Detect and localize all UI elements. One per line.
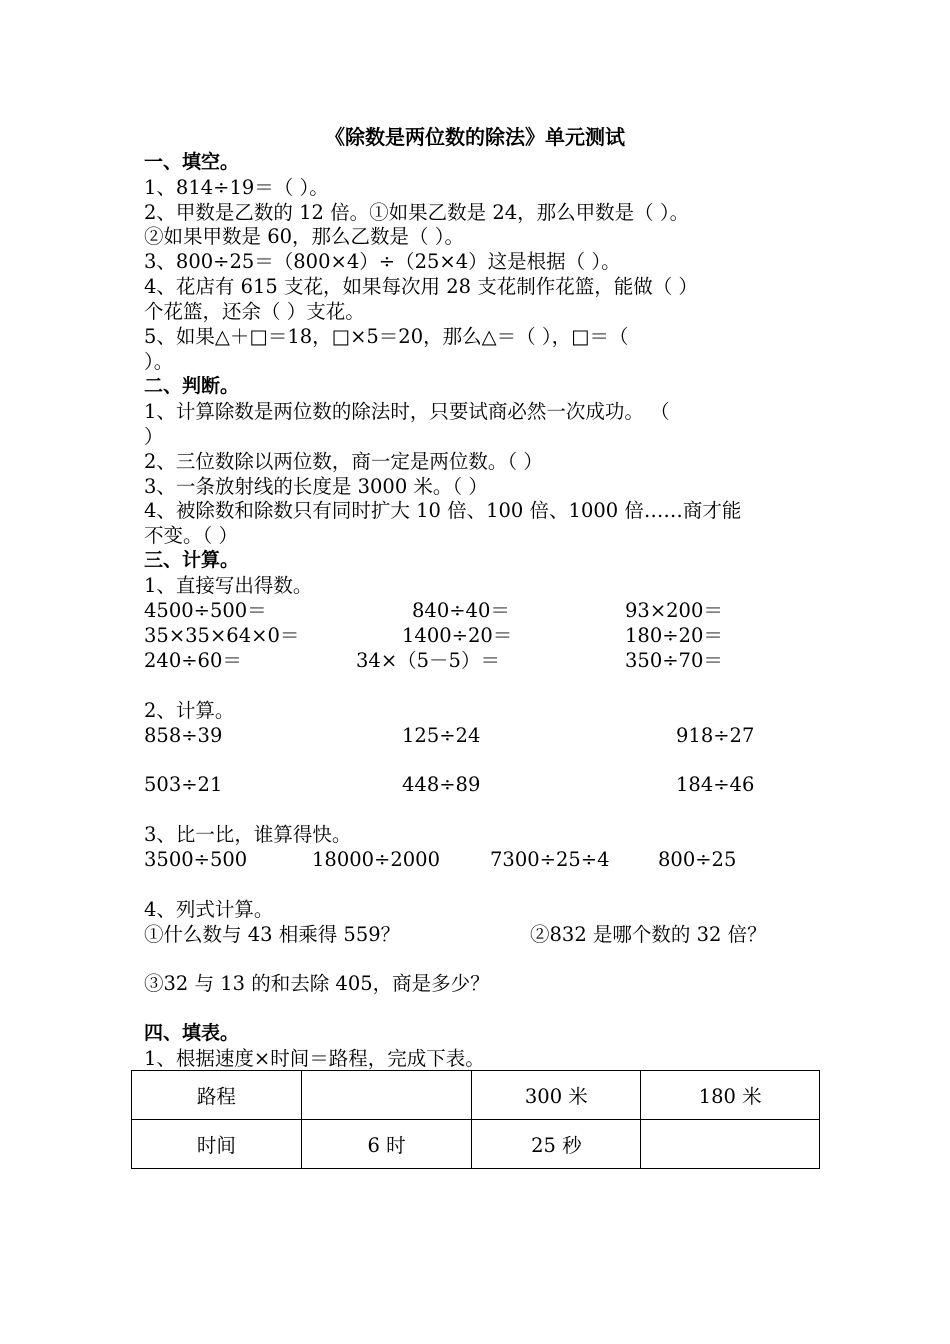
table-cell: 6 时 xyxy=(301,1120,472,1169)
oral-calc-item: 350÷70＝ xyxy=(625,649,723,672)
quick-calc-item: 7300÷25÷4 xyxy=(490,848,610,871)
judge-question: 2、三位数除以两位数，商一定是两位数。（ ） xyxy=(144,450,543,473)
oral-calc-item: 93×200＝ xyxy=(625,599,723,622)
table-cell: 180 米 xyxy=(641,1071,820,1120)
judge-question: 3、一条放射线的长度是 3000 米。（ ） xyxy=(144,475,488,498)
judge-question-cont: ） xyxy=(144,425,164,448)
written-calc-item: 448÷89 xyxy=(402,773,481,796)
speed-time-distance-table xyxy=(131,1070,820,1169)
table-row-header: 路程 xyxy=(132,1071,302,1120)
table-instruction: 1、根据速度×时间＝路程，完成下表。 xyxy=(144,1047,485,1070)
oral-calc-item: 1400÷20＝ xyxy=(402,624,513,647)
word-problem: ②832 是哪个数的 32 倍？ xyxy=(530,923,767,946)
fill-blank-question: 1、814÷19＝（ ）。 xyxy=(144,176,329,199)
written-calc-item: 918÷27 xyxy=(676,724,755,747)
oral-calc-item: 34×（5－5）＝ xyxy=(356,649,500,672)
calc-part-title: 2、计算。 xyxy=(144,699,235,722)
written-calc-item: 858÷39 xyxy=(144,724,223,747)
written-calc-item: 125÷24 xyxy=(402,724,481,747)
judge-question: 4、被除数和除数只有同时扩大 10 倍、100 倍、1000 倍……商才能 xyxy=(144,499,742,522)
word-problem: ③32 与 13 的和去除 405，商是多少？ xyxy=(144,972,490,995)
table-cell: 25 秒 xyxy=(472,1120,641,1169)
section-heading-fill-blank: 一、填空。 xyxy=(144,151,240,173)
page-title: 《除数是两位数的除法》单元测试 xyxy=(325,125,625,149)
table-row xyxy=(132,1120,820,1169)
table-cell: 300 米 xyxy=(472,1071,641,1120)
quick-calc-item: 800÷25 xyxy=(658,848,737,871)
oral-calc-item: 35×35×64×0＝ xyxy=(144,624,300,647)
fill-blank-question-cont: 个花篮，还余（ ）支花。 xyxy=(144,300,365,323)
table-row xyxy=(132,1071,820,1120)
section-heading-table: 四、填表。 xyxy=(144,1022,240,1044)
calc-part-title: 1、直接写出得数。 xyxy=(144,574,313,597)
fill-blank-question: 3、800÷25＝（800×4）÷（25×4）这是根据（ ）。 xyxy=(144,250,621,273)
fill-blank-question: 4、花店有 615 支花，如果每次用 28 支花制作花篮，能做（ ） xyxy=(144,275,698,298)
fill-blank-question: 2、甲数是乙数的 12 倍。①如果乙数是 24，那么甲数是（ ）。 xyxy=(144,201,690,224)
fill-blank-question: 5、如果△＋□＝18，□×5＝20，那么△＝（ ），□＝（ xyxy=(144,325,629,348)
written-calc-item: 503÷21 xyxy=(144,773,223,796)
oral-calc-item: 840÷40＝ xyxy=(412,599,510,622)
calc-part-title: 4、列式计算。 xyxy=(144,898,274,921)
quick-calc-item: 18000÷2000 xyxy=(312,848,440,871)
fill-blank-question-cont: ②如果甲数是 60，那么乙数是（ ）。 xyxy=(144,225,464,248)
table-cell-blank[interactable] xyxy=(301,1071,472,1120)
table-row-header: 时间 xyxy=(132,1120,302,1169)
calc-part-title: 3、比一比，谁算得快。 xyxy=(144,823,352,846)
judge-question: 1、计算除数是两位数的除法时，只要试商必然一次成功。 （ xyxy=(144,400,670,423)
oral-calc-item: 180÷20＝ xyxy=(625,624,723,647)
section-heading-judge: 二、判断。 xyxy=(144,375,240,397)
quick-calc-item: 3500÷500 xyxy=(144,848,248,871)
section-heading-calc: 三、计算。 xyxy=(144,549,240,571)
written-calc-item: 184÷46 xyxy=(676,773,755,796)
fill-blank-question-cont: ）。 xyxy=(144,350,174,373)
judge-question-cont: 不变。（ ） xyxy=(144,524,238,547)
oral-calc-item: 4500÷500＝ xyxy=(144,599,267,622)
word-problem: ①什么数与 43 相乘得 559？ xyxy=(144,923,401,946)
oral-calc-item: 240÷60＝ xyxy=(144,649,242,672)
table-cell-blank[interactable] xyxy=(641,1120,820,1169)
